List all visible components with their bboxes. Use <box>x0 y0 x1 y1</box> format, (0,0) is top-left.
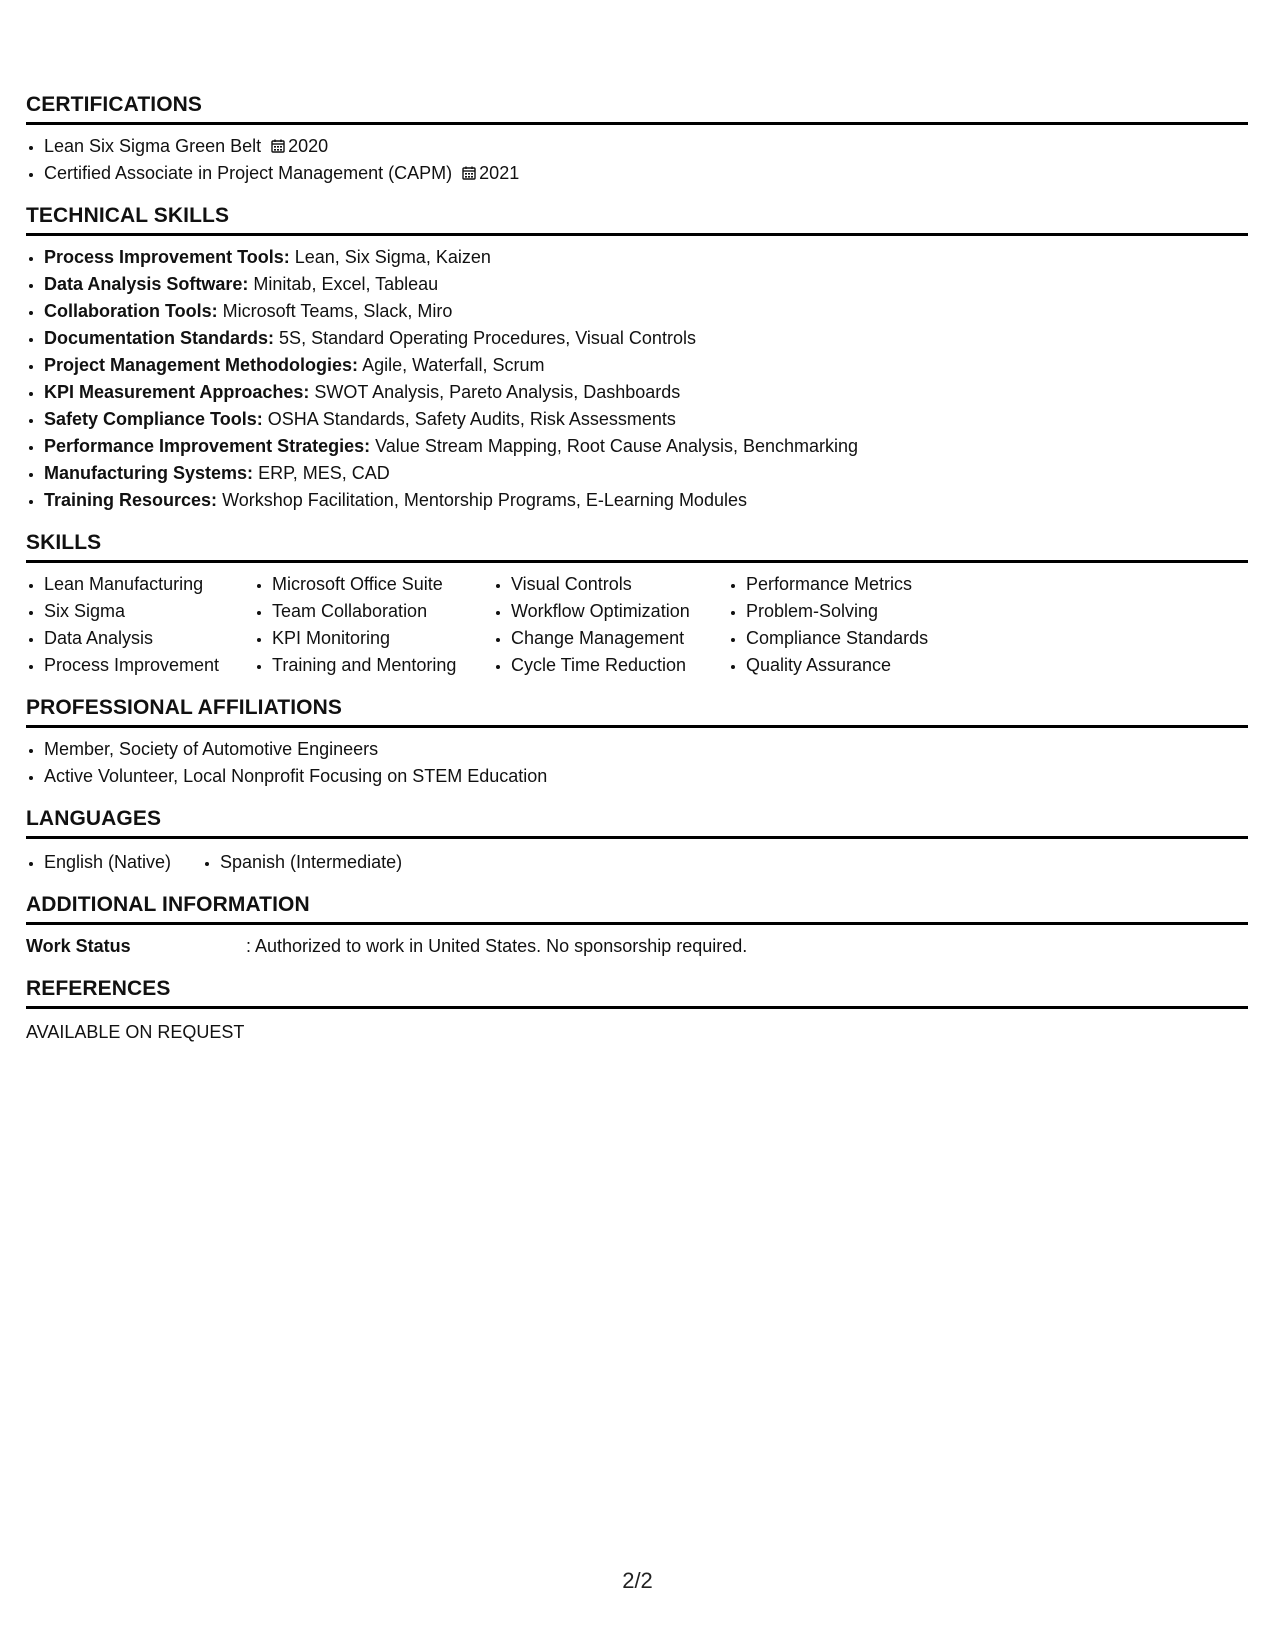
list-item <box>44 433 1248 460</box>
certification-year: 2021 <box>479 163 520 183</box>
list-item: • Lean Manufacturing <box>44 571 254 598</box>
skills-column-1 <box>26 571 254 679</box>
section-title-references: REFERENCES <box>26 976 1248 1009</box>
list-item: • Change Management <box>511 625 728 652</box>
skill-category-label: Collaboration Tools: <box>44 301 218 321</box>
work-status-row <box>26 933 1248 960</box>
list-item <box>44 487 1248 514</box>
skill-category-value: OSHA Standards, Safety Audits, Risk Assessments <box>267 409 676 429</box>
work-status-value: : Authorized to work in United States. No sponsorship required. <box>246 936 748 956</box>
list-item <box>44 271 1248 298</box>
certifications-list <box>26 133 1248 187</box>
languages-section <box>26 806 1248 876</box>
languages-column-1 <box>26 849 202 876</box>
list-item: • Performance Metrics <box>746 571 986 598</box>
technical-skills-list <box>26 244 1248 514</box>
list-item <box>44 160 1248 187</box>
section-title-languages: LANGUAGES <box>26 806 1248 839</box>
section-title-skills: SKILLS <box>26 530 1248 563</box>
resume-page <box>26 92 1248 1046</box>
list-item: • Member, Society of Automotive Engineers <box>44 736 1248 763</box>
certification-name: Lean Six Sigma Green Belt <box>44 136 262 156</box>
certifications-section <box>26 92 1248 187</box>
references-text: AVAILABLE ON REQUEST <box>26 1022 245 1042</box>
languages-column-2 <box>202 849 402 876</box>
list-item <box>44 406 1248 433</box>
skill-category-label: Performance Improvement Strategies: <box>44 436 371 456</box>
skills-column-3 <box>493 571 728 679</box>
skill-category-label: Process Improvement Tools: <box>44 247 290 267</box>
skill-category-value: Microsoft Teams, Slack, Miro <box>222 301 453 321</box>
skill-category-value: Workshop Facilitation, Mentorship Programs, E-Learning Modules <box>222 490 747 510</box>
skill-category-label: Documentation Standards: <box>44 328 275 348</box>
list-item: • English (Native) <box>44 849 202 876</box>
calendar-icon <box>462 166 476 180</box>
certification-year: 2020 <box>288 136 329 156</box>
skill-category-value: Value Stream Mapping, Root Cause Analysis, Benchmarking <box>375 436 859 456</box>
skill-category-label: Project Management Methodologies: <box>44 355 359 375</box>
references-section <box>26 976 1248 1046</box>
skill-category-label: Training Resources: <box>44 490 218 510</box>
list-item: • Compliance Standards <box>746 625 986 652</box>
languages-list <box>26 849 1248 876</box>
list-item: • Data Analysis <box>44 625 254 652</box>
list-item: • Spanish (Intermediate) <box>220 849 402 876</box>
skills-column-2 <box>254 571 493 679</box>
skill-category-value: 5S, Standard Operating Procedures, Visual Controls <box>279 328 696 348</box>
skills-column-4 <box>728 571 986 679</box>
list-item: • Training and Mentoring <box>272 652 493 679</box>
section-title-technical-skills: TECHNICAL SKILLS <box>26 203 1248 236</box>
list-item <box>44 244 1248 271</box>
list-item: • Six Sigma <box>44 598 254 625</box>
list-item: • Process Improvement <box>44 652 254 679</box>
list-item: • KPI Monitoring <box>272 625 493 652</box>
list-item: • Microsoft Office Suite <box>272 571 493 598</box>
skill-category-label: Data Analysis Software: <box>44 274 249 294</box>
list-item <box>44 379 1248 406</box>
skills-section <box>26 530 1248 679</box>
work-status-label: Work Status <box>26 936 131 956</box>
calendar-icon <box>271 139 285 153</box>
list-item: • Workflow Optimization <box>511 598 728 625</box>
list-item: • Visual Controls <box>511 571 728 598</box>
skill-category-value: Agile, Waterfall, Scrum <box>362 355 545 375</box>
additional-info-section <box>26 892 1248 960</box>
section-title-certifications: CERTIFICATIONS <box>26 92 1248 125</box>
skill-category-value: Minitab, Excel, Tableau <box>253 274 439 294</box>
list-item: • Problem-Solving <box>746 598 986 625</box>
skill-category-value: SWOT Analysis, Pareto Analysis, Dashboards <box>314 382 681 402</box>
list-item <box>44 460 1248 487</box>
skill-category-label: Safety Compliance Tools: <box>44 409 263 429</box>
section-title-affiliations: PROFESSIONAL AFFILIATIONS <box>26 695 1248 728</box>
list-item: • Team Collaboration <box>272 598 493 625</box>
skill-category-value: Lean, Six Sigma, Kaizen <box>294 247 491 267</box>
technical-skills-section <box>26 203 1248 514</box>
list-item: • Active Volunteer, Local Nonprofit Focusing on STEM Education <box>44 763 1248 790</box>
skill-category-label: Manufacturing Systems: <box>44 463 254 483</box>
page-number: 2/2 <box>622 1568 653 1593</box>
affiliations-list <box>26 736 1248 790</box>
affiliations-section <box>26 695 1248 790</box>
list-item <box>44 133 1248 160</box>
section-title-additional-info: ADDITIONAL INFORMATION <box>26 892 1248 925</box>
certification-name: Certified Associate in Project Management (CAPM) <box>44 163 453 183</box>
skill-category-value: ERP, MES, CAD <box>258 463 390 483</box>
skills-grid <box>26 571 1248 679</box>
list-item: • Cycle Time Reduction <box>511 652 728 679</box>
list-item <box>44 325 1248 352</box>
list-item <box>44 298 1248 325</box>
list-item: • Quality Assurance <box>746 652 986 679</box>
skill-category-label: KPI Measurement Approaches: <box>44 382 310 402</box>
list-item <box>44 352 1248 379</box>
